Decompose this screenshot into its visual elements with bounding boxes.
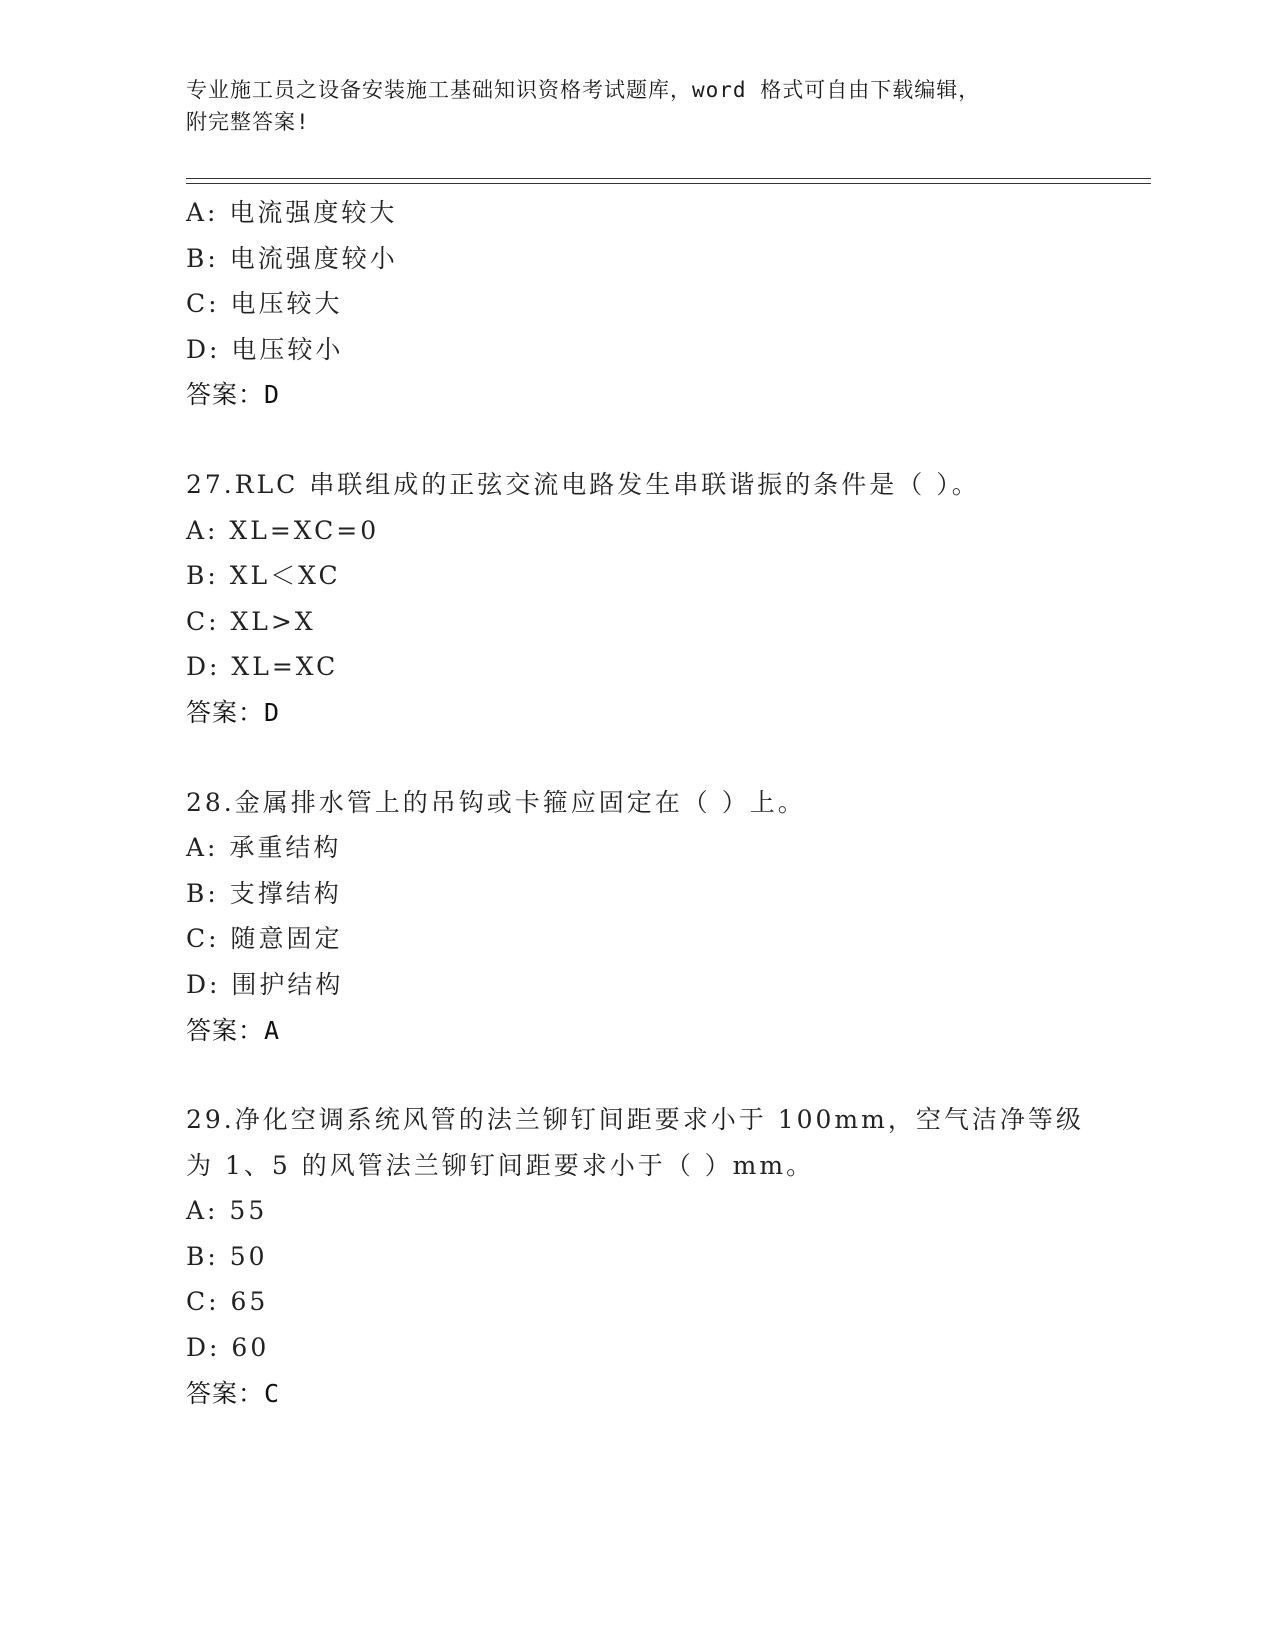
block-spacer: [186, 736, 1086, 780]
answer-line: 答案：D: [186, 380, 281, 410]
header-divider-bottom: [186, 183, 1151, 184]
question-block-29: [186, 1097, 1086, 1416]
question-block-28: [186, 780, 1086, 1054]
option-d: D: 60: [186, 1333, 270, 1363]
document-header: [186, 74, 1086, 138]
question-block-26: [186, 190, 1086, 418]
option-c: C: 65: [186, 1287, 269, 1317]
option-a: A: 55: [186, 1196, 268, 1226]
option-b: B: XL＜XC: [186, 561, 341, 591]
option-a: A: 电流强度较大: [186, 198, 398, 227]
question-list: [186, 190, 1086, 1416]
option-a: A: 承重结构: [186, 833, 342, 863]
answer-line: 答案：C: [186, 1378, 281, 1408]
option-d: D: 电压较小: [186, 334, 344, 364]
option-c: C: XL>X: [186, 606, 316, 636]
option-b: B: 50: [186, 1241, 268, 1271]
header-line-2: 附完整答案!: [186, 110, 310, 134]
question-stem-line-2: 为 1、5 的风管法兰铆钉间距要求小于（ ）mm。: [186, 1150, 815, 1180]
option-d: D: XL=XC: [186, 652, 339, 682]
option-c: C: 电压较大: [186, 289, 343, 319]
block-spacer: [186, 418, 1086, 462]
option-a: A: XL=XC=0: [186, 515, 380, 545]
answer-line: 答案：A: [186, 1015, 281, 1045]
option-b: B: 支撑结构: [186, 878, 342, 908]
option-b: B: 电流强度较小: [186, 243, 398, 273]
option-c: C: 随意固定: [186, 924, 343, 954]
question-stem: 27.RLC 串联组成的正弦交流电路发生串联谐振的条件是（ ）。: [186, 469, 980, 499]
option-d: D: 围护结构: [186, 969, 344, 999]
block-spacer: [186, 1053, 1086, 1097]
question-block-27: [186, 462, 1086, 736]
question-stem: 28.金属排水管上的吊钩或卡箍应固定在（ ）上。: [186, 787, 806, 817]
header-line-1: 专业施工员之设备安装施工基础知识资格考试题库，word 格式可自由下载编辑，: [186, 78, 981, 102]
header-divider-top: [186, 178, 1151, 179]
question-stem-line-1: 29.净化空调系统风管的法兰铆钉间距要求小于 100mm，空气洁净等级: [186, 1105, 1084, 1135]
answer-line: 答案：D: [186, 697, 281, 727]
